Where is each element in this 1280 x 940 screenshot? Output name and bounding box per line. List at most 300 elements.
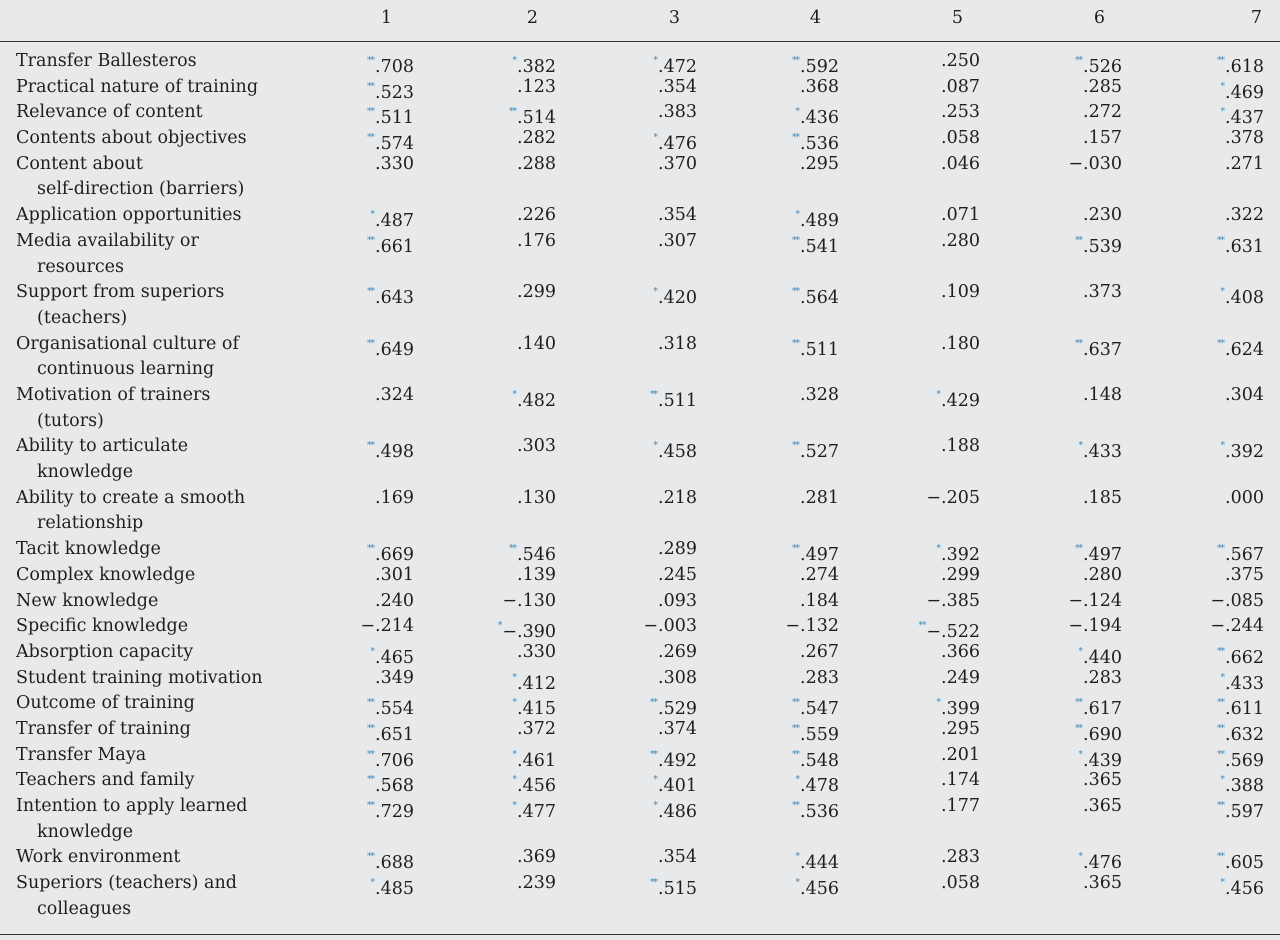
table-cell: [941, 563, 980, 589]
row-label: [16, 537, 286, 563]
table-row: [0, 536, 1280, 566]
significance-marker: **: [792, 801, 800, 812]
row-label-line: Organisational culture of: [16, 333, 239, 354]
row-label: [16, 100, 286, 126]
table-cell: [517, 640, 556, 666]
cell-value: .669: [375, 545, 414, 566]
row-label: [16, 280, 286, 331]
cell-value: .487: [375, 211, 414, 232]
table-cell: [1083, 794, 1122, 820]
table-cell: [941, 280, 980, 306]
table-cell: [658, 75, 697, 101]
significance-marker: **: [1075, 698, 1083, 709]
row-label: [16, 768, 286, 794]
table-cell: [941, 332, 980, 358]
significance-marker: **: [792, 56, 800, 66]
cell-value: .240: [375, 590, 414, 611]
table-cell: [941, 126, 980, 152]
cell-value: .382: [517, 57, 556, 77]
cell-value: .303: [517, 436, 556, 457]
significance-marker: *: [1220, 441, 1225, 452]
cell-value: .624: [1225, 339, 1264, 360]
significance-marker: *: [512, 390, 517, 400]
table-row: [0, 844, 1280, 874]
cell-value: .688: [375, 853, 414, 874]
cell-value: .046: [941, 153, 980, 174]
table-cell: [658, 563, 697, 589]
significance-marker: **: [367, 544, 375, 555]
cell-value: .433: [1083, 442, 1122, 463]
row-label-continuation: knowledge: [37, 821, 134, 842]
table-row: [0, 228, 1280, 279]
cell-value: .569: [1225, 750, 1264, 771]
significance-marker: **: [1217, 698, 1225, 709]
row-label-line: Teachers and family: [16, 770, 195, 791]
table-body: [0, 48, 1280, 922]
cell-value: .280: [941, 230, 980, 251]
row-label-line: Ability to create a smooth: [16, 487, 246, 508]
row-label: [16, 383, 286, 434]
row-label: [16, 332, 286, 383]
table-cell: [1068, 589, 1122, 615]
row-label-continuation: (teachers): [37, 307, 128, 328]
cell-value: .301: [375, 564, 414, 585]
cell-value: .611: [1225, 699, 1264, 720]
cell-value: .372: [517, 718, 556, 739]
row-label: [16, 49, 286, 75]
cell-value: .559: [800, 724, 839, 745]
cell-value: .177: [941, 796, 980, 817]
table-cell: [517, 871, 556, 897]
cell-value: .440: [1083, 647, 1122, 668]
table-cell: [367, 280, 414, 312]
cell-value: .541: [800, 236, 839, 257]
cell-value: .123: [517, 76, 556, 97]
table-cell: [800, 486, 839, 512]
cell-value: −.390: [502, 622, 556, 643]
cell-value: .511: [375, 108, 414, 129]
cell-value: .267: [800, 641, 839, 662]
table-cell: [658, 332, 697, 358]
significance-marker: *: [1220, 81, 1225, 92]
significance-marker: *: [1220, 107, 1225, 118]
cell-value: .482: [517, 391, 556, 411]
table-cell: [517, 280, 556, 306]
row-label: [16, 434, 286, 485]
cell-value: .631: [1225, 236, 1264, 257]
table-cell: [658, 537, 697, 563]
table-cell: [926, 589, 980, 615]
table-cell: [375, 486, 414, 512]
significance-marker: *: [370, 210, 375, 221]
cell-value: .649: [375, 339, 414, 360]
table-row: [0, 99, 1280, 129]
significance-marker: **: [1075, 338, 1083, 349]
cell-value: .373: [1083, 282, 1122, 303]
cell-value: .188: [941, 436, 980, 457]
cell-value: .269: [658, 641, 697, 662]
significance-marker: **: [367, 852, 375, 863]
row-label: [16, 717, 286, 743]
table-cell: [1083, 768, 1122, 794]
table-row: [0, 433, 1280, 484]
cell-value: .289: [658, 539, 697, 560]
row-label-line: New knowledge: [16, 590, 159, 611]
cell-value: .295: [941, 718, 980, 739]
cell-value: .456: [1225, 879, 1264, 900]
cell-value: −.132: [785, 616, 839, 637]
row-label-line: Intention to apply learned: [16, 796, 248, 817]
cell-value: .392: [941, 545, 980, 566]
cell-value: .511: [658, 391, 697, 411]
table-cell: [375, 589, 414, 615]
table-cell: [1221, 434, 1264, 466]
significance-marker: *: [795, 775, 800, 786]
cell-value: .245: [658, 564, 697, 585]
table-cell: [1083, 280, 1122, 306]
cell-value: .148: [1083, 385, 1122, 405]
row-label-line: Specific knowledge: [16, 616, 189, 637]
cell-value: .461: [517, 750, 556, 771]
significance-marker: *: [653, 133, 658, 144]
cell-value: .511: [800, 339, 839, 360]
table-row: [0, 690, 1280, 720]
cell-value: .130: [517, 487, 556, 508]
table-cell: [792, 332, 839, 364]
row-label-line: Work environment: [16, 847, 181, 868]
significance-marker: *: [1078, 646, 1083, 657]
cell-value: .324: [375, 385, 414, 405]
significance-marker: **: [367, 801, 375, 812]
significance-marker: **: [367, 775, 375, 786]
table-cell: [800, 640, 839, 666]
significance-marker: **: [1217, 852, 1225, 863]
table-row: [0, 767, 1280, 797]
row-label-continuation: (tutors): [37, 410, 104, 431]
cell-value: .250: [941, 51, 980, 71]
table-cell: [517, 126, 556, 152]
significance-marker: **: [367, 338, 375, 349]
table-row: [0, 485, 1280, 536]
table-cell: [658, 486, 697, 512]
table-row: [0, 742, 1280, 771]
row-label-line: Application opportunities: [16, 205, 242, 226]
row-label-line: Support from superiors: [16, 282, 225, 303]
table-cell: [517, 229, 556, 255]
table-cell: [1217, 332, 1264, 364]
table-cell: [513, 383, 556, 415]
table-cell: [643, 614, 697, 640]
table-cell: [517, 75, 556, 101]
cell-value: .651: [375, 724, 414, 745]
cell-value: .369: [517, 847, 556, 868]
significance-marker: **: [1075, 544, 1083, 555]
cell-value: .456: [800, 879, 839, 900]
table-cell: [375, 563, 414, 589]
table-cell: [371, 871, 414, 903]
table-cell: [941, 49, 980, 75]
cell-value: .632: [1225, 724, 1264, 745]
table-row: [0, 562, 1280, 588]
cell-value: .365: [1083, 770, 1122, 791]
table-cell: [1083, 126, 1122, 152]
cell-value: .283: [1083, 667, 1122, 688]
table-cell: [517, 845, 556, 871]
cell-value: .420: [658, 288, 697, 309]
cell-value: .071: [941, 205, 980, 226]
cell-value: .365: [1083, 873, 1122, 894]
cell-value: .230: [1083, 205, 1122, 226]
row-label: [16, 614, 286, 640]
significance-marker: **: [918, 621, 926, 632]
row-label-line: Student training motivation: [16, 667, 263, 688]
significance-marker: **: [792, 544, 800, 555]
cell-value: .458: [658, 442, 697, 463]
table-cell: [926, 486, 980, 512]
row-label: [16, 794, 286, 845]
cell-value: .249: [941, 667, 980, 688]
significance-marker: **: [367, 81, 375, 92]
row-label-line: Superiors (teachers) and: [16, 873, 237, 894]
cell-value: .605: [1225, 853, 1264, 874]
table-cell: [1075, 332, 1122, 364]
cell-value: .392: [1225, 442, 1264, 463]
significance-marker: *: [1220, 287, 1225, 298]
table-cell: [1083, 666, 1122, 692]
table-cell: [800, 666, 839, 692]
cell-value: .058: [941, 128, 980, 149]
row-label-line: Contents about objectives: [16, 128, 247, 149]
cell-value: .093: [658, 590, 697, 611]
row-label: [16, 666, 286, 692]
table-cell: [367, 229, 414, 261]
cell-value: .330: [375, 153, 414, 174]
significance-marker: **: [367, 723, 375, 734]
table-cell: [1083, 75, 1122, 101]
significance-marker: **: [1075, 235, 1083, 246]
table-cell: [1225, 383, 1264, 409]
significance-marker: *: [512, 672, 517, 683]
row-label: [16, 75, 286, 101]
cell-value: .354: [658, 205, 697, 226]
cell-value: .536: [800, 134, 839, 155]
cell-value: .354: [658, 847, 697, 868]
significance-marker: *: [512, 749, 517, 760]
significance-marker: **: [367, 441, 375, 452]
cell-value: .299: [517, 282, 556, 303]
table-cell: [800, 75, 839, 101]
table-row: [0, 151, 1280, 202]
significance-marker: *: [653, 801, 658, 812]
table-cell: [502, 589, 556, 615]
significance-marker: **: [1217, 646, 1225, 657]
significance-marker: *: [936, 390, 941, 400]
row-label: [16, 152, 286, 203]
cell-value: −.385: [926, 590, 980, 611]
table-cell: [517, 486, 556, 512]
cell-value: .087: [941, 76, 980, 97]
header-rule: [0, 41, 1280, 42]
cell-value: .366: [941, 641, 980, 662]
table-cell: [796, 871, 839, 903]
cell-value: .547: [800, 699, 839, 720]
row-label: [16, 640, 286, 666]
table-cell: [941, 434, 980, 460]
table-cell: [1210, 614, 1264, 640]
significance-marker: **: [792, 338, 800, 349]
row-label-continuation: resources: [37, 256, 125, 277]
table-cell: [1210, 589, 1264, 615]
cell-value: .492: [658, 750, 697, 771]
cell-value: .299: [941, 564, 980, 585]
table-cell: [941, 100, 980, 126]
row-label-line: Tacit knowledge: [16, 539, 161, 560]
significance-marker: *: [795, 852, 800, 863]
row-label-continuation: continuous learning: [37, 359, 215, 380]
table-cell: [1225, 126, 1264, 152]
cell-value: −.244: [1210, 616, 1264, 637]
cell-value: .514: [517, 108, 556, 129]
table-cell: [1225, 486, 1264, 512]
cell-value: −.085: [1210, 590, 1264, 611]
table-cell: [792, 434, 839, 466]
cell-value: .662: [1225, 647, 1264, 668]
significance-marker: **: [1217, 56, 1225, 66]
cell-value: .169: [375, 487, 414, 508]
table-cell: [1225, 563, 1264, 589]
table-cell: [1225, 152, 1264, 178]
significance-marker: *: [653, 441, 658, 452]
cell-value: .349: [375, 667, 414, 688]
table-row: [0, 279, 1280, 330]
cell-value: .476: [1083, 853, 1122, 874]
table-cell: [375, 152, 414, 178]
table-cell: [1221, 871, 1264, 903]
cell-value: .527: [800, 442, 839, 463]
significance-marker: *: [653, 56, 658, 66]
cell-value: .437: [1225, 108, 1264, 129]
table-cell: [367, 794, 414, 826]
table-cell: [1083, 871, 1122, 897]
table-cell: [941, 871, 980, 897]
cell-value: .139: [517, 564, 556, 585]
significance-marker: **: [792, 723, 800, 734]
cell-value: .399: [941, 699, 980, 720]
table-cell: [658, 845, 697, 871]
cell-value: .546: [517, 545, 556, 566]
significance-marker: **: [367, 749, 375, 760]
row-label: [16, 845, 286, 871]
cell-value: .283: [800, 667, 839, 688]
cell-value: .574: [375, 134, 414, 155]
significance-marker: *: [795, 878, 800, 889]
cell-value: .472: [658, 57, 697, 77]
cell-value: .412: [517, 673, 556, 694]
significance-marker: **: [650, 698, 658, 709]
row-label-line: Relevance of content: [16, 102, 203, 123]
cell-value: −.205: [926, 487, 980, 508]
table-cell: [517, 203, 556, 229]
cell-value: .218: [658, 487, 697, 508]
row-label-line: Outcome of training: [16, 693, 195, 714]
table-cell: [1079, 434, 1122, 466]
table-cell: [1217, 794, 1264, 826]
cell-value: .469: [1225, 82, 1264, 103]
significance-marker: **: [792, 698, 800, 709]
table-cell: [658, 666, 697, 692]
row-label-continuation: self-direction (barriers): [37, 179, 245, 200]
significance-marker: *: [512, 56, 517, 66]
cell-value: .568: [375, 776, 414, 797]
significance-marker: **: [1217, 723, 1225, 734]
cell-value: −.124: [1068, 590, 1122, 611]
cell-value: .157: [1083, 128, 1122, 149]
cell-value: .637: [1083, 339, 1122, 360]
significance-marker: **: [792, 133, 800, 144]
row-label-line: Absorption capacity: [16, 641, 194, 662]
significance-marker: **: [650, 390, 658, 400]
row-label: [16, 871, 286, 922]
row-label-line: Content about: [16, 153, 143, 174]
table-cell: [517, 434, 556, 460]
table-row: [0, 202, 1280, 232]
cell-value: .690: [1083, 724, 1122, 745]
cell-value: .536: [800, 802, 839, 823]
table-cell: [1075, 229, 1122, 261]
table-row: [0, 870, 1280, 921]
significance-marker: *: [1220, 672, 1225, 683]
table-cell: [517, 152, 556, 178]
significance-marker: **: [650, 749, 658, 760]
cell-value: .368: [800, 76, 839, 97]
significance-marker: **: [1217, 338, 1225, 349]
cell-value: .318: [658, 333, 697, 354]
table-cell: [941, 229, 980, 255]
cell-value: .526: [1083, 57, 1122, 77]
cell-value: .523: [375, 82, 414, 103]
table-cell: [658, 640, 697, 666]
significance-marker: **: [1217, 801, 1225, 812]
significance-marker: *: [795, 210, 800, 221]
column-header-row: 1 2 3 4 5 6 7: [380, 8, 1262, 28]
cell-value: .271: [1225, 153, 1264, 174]
cell-value: .307: [658, 230, 697, 251]
cell-value: .330: [517, 641, 556, 662]
table-cell: [517, 332, 556, 358]
row-label-continuation: colleagues: [37, 898, 132, 919]
table-cell: [941, 152, 980, 178]
cell-value: .436: [800, 108, 839, 129]
row-label-continuation: relationship: [37, 513, 144, 534]
table-cell: [800, 383, 839, 409]
cell-value: .185: [1083, 487, 1122, 508]
table-cell: [513, 794, 556, 826]
cell-value: .282: [517, 128, 556, 149]
table-cell: [941, 768, 980, 794]
cell-value: .617: [1083, 699, 1122, 720]
table-row: [0, 639, 1280, 668]
cell-value: .618: [1225, 57, 1264, 77]
cell-value: .354: [658, 76, 697, 97]
table-cell: [1083, 563, 1122, 589]
cell-value: .444: [800, 853, 839, 874]
table-cell: [650, 383, 697, 415]
row-label: [16, 203, 286, 229]
row-label: [16, 229, 286, 280]
cell-value: .374: [658, 718, 697, 739]
cell-value: .477: [517, 802, 556, 823]
table-cell: [941, 743, 980, 769]
